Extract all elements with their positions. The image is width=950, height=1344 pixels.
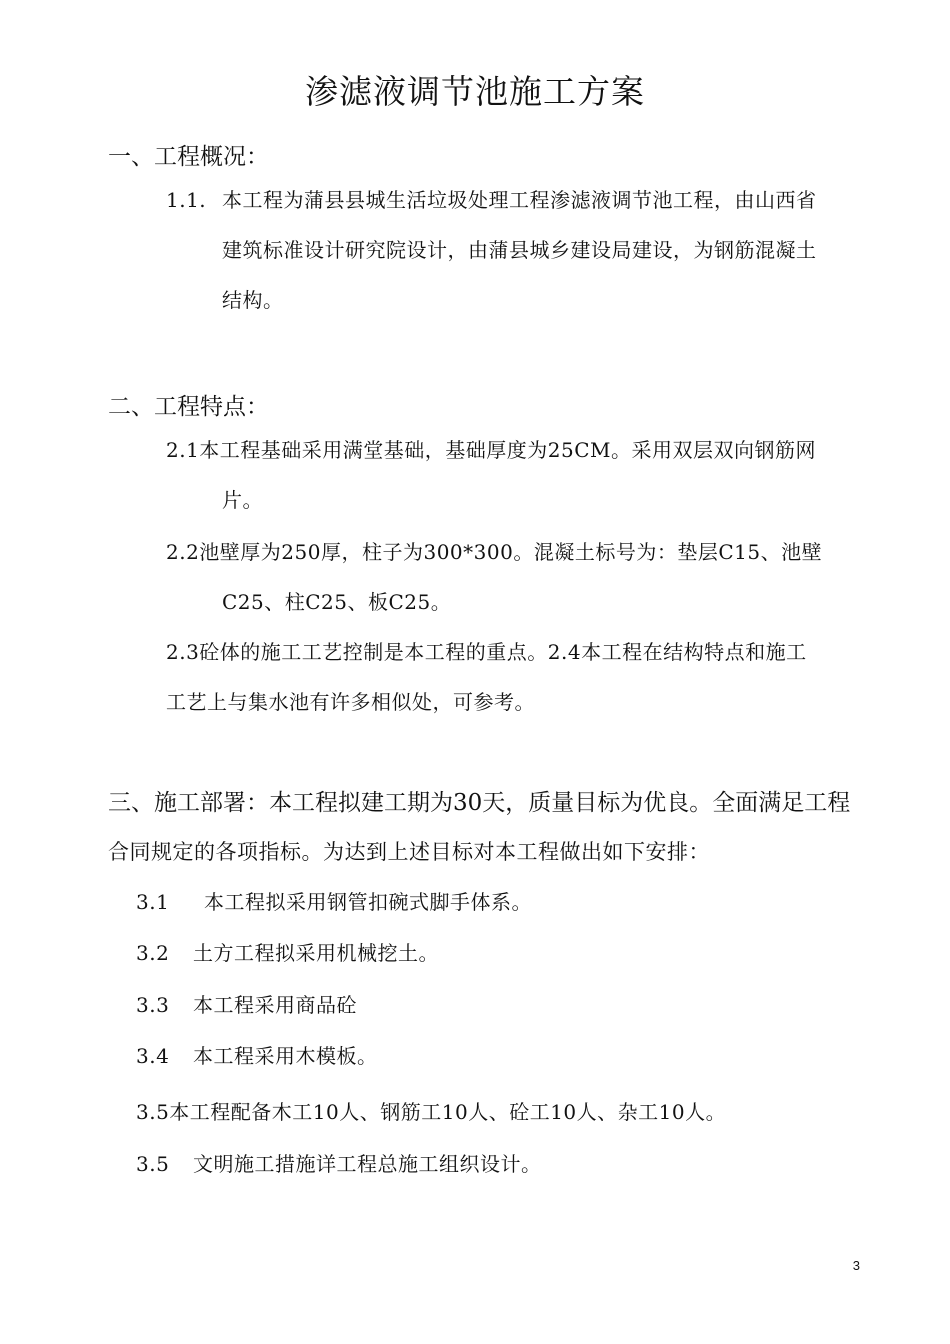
list-item xyxy=(136,989,357,1018)
item-number: 3.5 xyxy=(136,1152,170,1176)
document-title: 渗滤液调节池施工方案 xyxy=(305,72,645,111)
paragraph-line: C25、柱C25、板C25。 xyxy=(222,590,452,614)
section-heading-features: 二、工程特点： xyxy=(108,394,269,420)
paragraph-line xyxy=(166,184,817,213)
item-text: 本工程为蒲县县城生活垃圾处理工程渗滤液调节池工程，由山西省 xyxy=(222,188,817,212)
list-item xyxy=(136,1148,542,1177)
item-text: 土方工程拟采用机械挖土。 xyxy=(193,941,439,965)
paragraph-line: 2.3砼体的施工工艺控制是本工程的重点。2.4本工程在结构特点和施工 xyxy=(166,640,807,664)
item-text: 本工程采用商品砼 xyxy=(193,993,357,1017)
list-item xyxy=(136,886,532,915)
item-text: 3.5本工程配备木工10人、钢筋工10人、砼工10人、杂工10人。 xyxy=(136,1100,727,1124)
paragraph-line: 结构。 xyxy=(222,288,284,312)
paragraph-line: 2.2池壁厚为250厚，柱子为300*300。混凝土标号为：垫层C15、池壁 xyxy=(166,540,823,564)
item-number: 1.1. xyxy=(166,188,207,212)
section-heading-overview: 一、工程概况： xyxy=(108,144,269,170)
item-number: 3.2 xyxy=(136,941,170,965)
list-item xyxy=(136,937,439,966)
paragraph-line: 片。 xyxy=(222,488,263,512)
paragraph-line: 工艺上与集水池有许多相似处，可参考。 xyxy=(166,690,535,714)
item-text: 文明施工措施详工程总施工组织设计。 xyxy=(193,1152,542,1176)
paragraph-line: 2.1本工程基础采用满堂基础，基础厚度为25CM。采用双层双向钢筋网 xyxy=(166,438,817,462)
section-heading-deployment: 三、施工部署：本工程拟建工期为30天，质量目标为优良。全面满足工程 xyxy=(108,790,851,816)
paragraph-line: 合同规定的各项指标。为达到上述目标对本工程做出如下安排： xyxy=(108,840,710,864)
list-item xyxy=(136,1096,726,1125)
item-text: 本工程采用木模板。 xyxy=(193,1044,378,1068)
item-text: 本工程拟采用钢管扣碗式脚手体系。 xyxy=(204,890,532,914)
item-number: 3.4 xyxy=(136,1044,170,1068)
item-number: 3.1 xyxy=(136,890,170,914)
page-number: 3 xyxy=(852,1258,860,1273)
item-number: 3.3 xyxy=(136,993,170,1017)
paragraph-line: 建筑标准设计研究院设计，由蒲县城乡建设局建设，为钢筋混凝土 xyxy=(222,238,817,262)
list-item xyxy=(136,1040,378,1069)
